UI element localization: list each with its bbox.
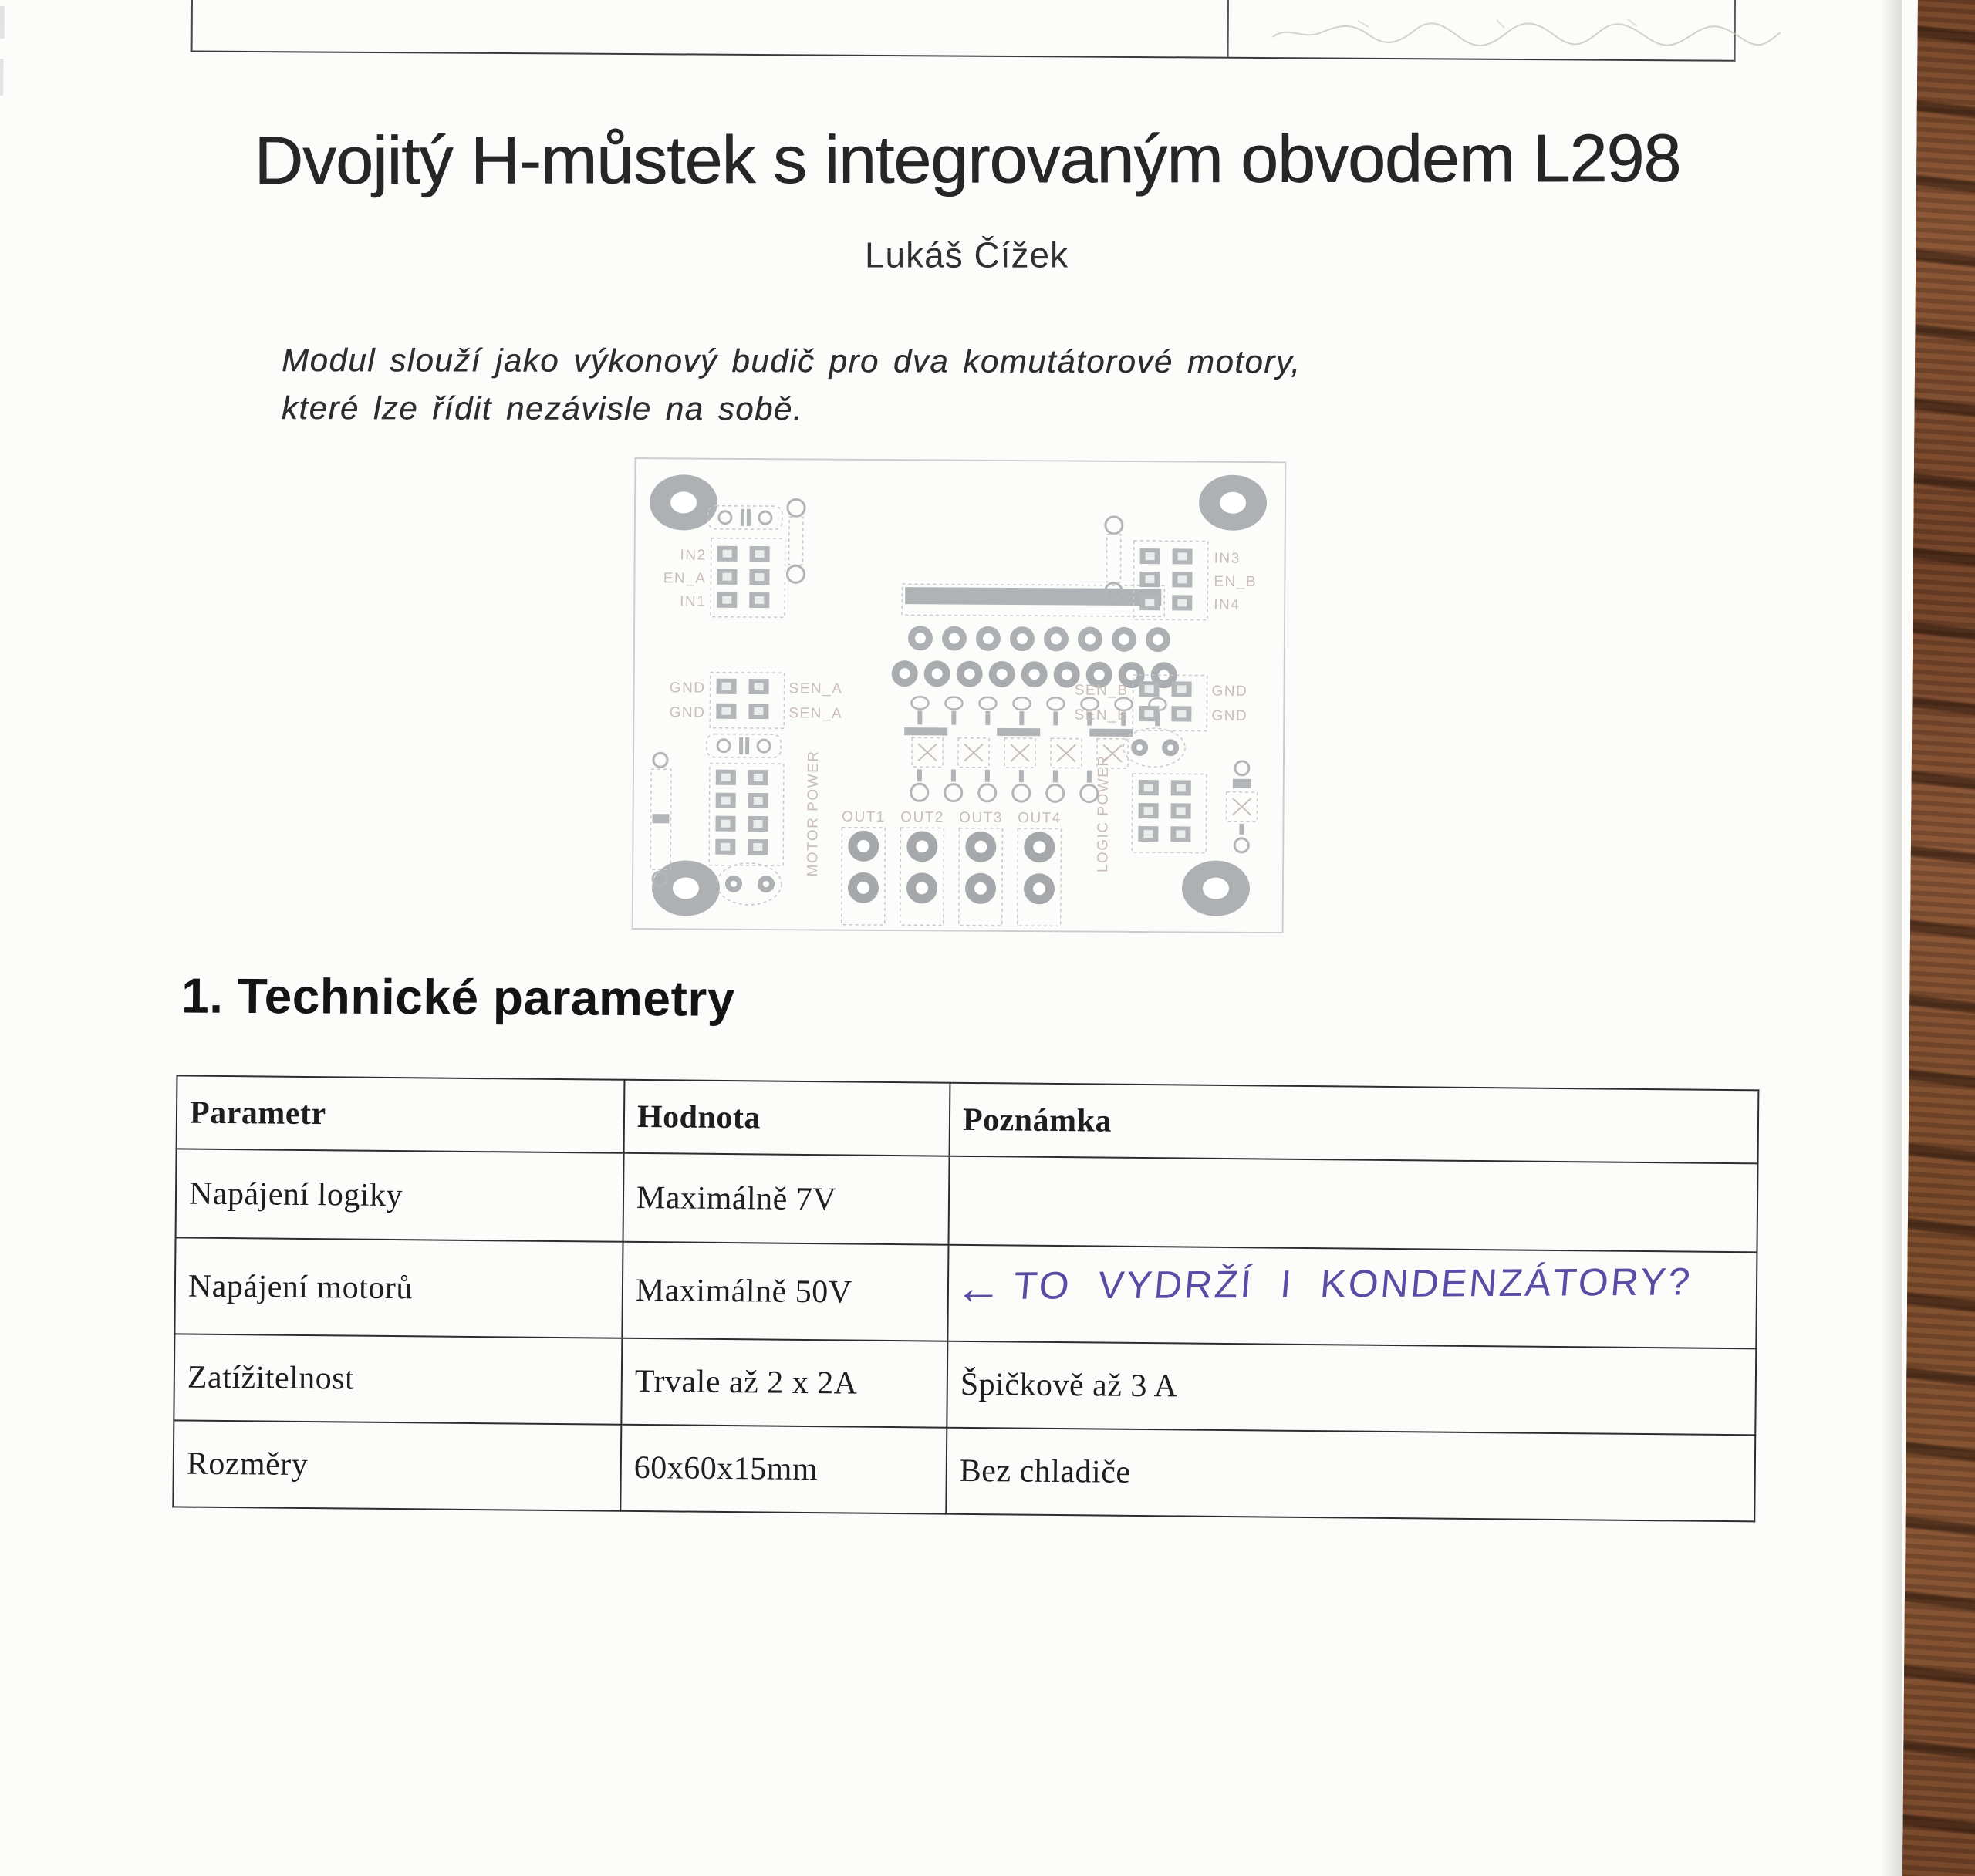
cell-hodnota: Maximálně 7V (623, 1153, 950, 1245)
cell-poznamka (948, 1156, 1757, 1253)
handwritten-text: TO VYDRŽÍ I KONDENZÁTORY? (1011, 1260, 1694, 1307)
cell-hodnota: Trvale až 2 x 2A (621, 1338, 947, 1428)
pcb-label-out3: OUT3 (959, 809, 1003, 826)
cell-parametr: Napájení motorů (174, 1237, 623, 1338)
col-header-poznamka: Poznámka (950, 1083, 1759, 1164)
cell-parametr: Rozměry (173, 1420, 621, 1510)
pcb-label-gnd: GND (669, 680, 706, 697)
table-row (174, 1334, 1756, 1435)
pencil-scribble (1265, 11, 1790, 57)
author-name: Lukáš Čížek (864, 235, 1069, 275)
handwritten-arrow-icon: ← (953, 1260, 1005, 1315)
page-title: Dvojitý H-můstek s integrovaným obvodem L298 (254, 120, 1681, 199)
cell-parametr: Napájení logiky (176, 1149, 624, 1241)
col-header-parametr: Parametr (177, 1075, 625, 1152)
cell-poznamka: Špičkově až 3 A (947, 1341, 1756, 1436)
pcb-image (632, 457, 1287, 933)
pcb-label-out4: OUT4 (1018, 810, 1062, 827)
pcb-label-gnd: GND (1211, 707, 1248, 724)
pcb-label-motor-power: MOTOR POWER (805, 750, 822, 877)
intro-paragraph (282, 336, 1639, 434)
col-header-hodnota: Hodnota (624, 1080, 950, 1156)
cell-hodnota: Maximálně 50V (622, 1242, 948, 1341)
pcb-label-out1: OUT1 (842, 808, 886, 826)
section-heading: 1. Technické parametry (181, 967, 736, 1027)
header-box-divider (1227, 0, 1230, 57)
pcb-label-gnd: GND (669, 704, 706, 721)
intro-line-2: které lze řídit nezávisle na sobě. (281, 390, 803, 427)
header-box-cutoff (191, 0, 1737, 62)
cell-poznamka: Bez chladiče (946, 1428, 1755, 1522)
pcb-label-in3: IN3 (1214, 550, 1241, 567)
wood-desk-background (1892, 0, 1975, 1876)
pcb-label-in1: IN1 (680, 593, 707, 610)
table-row (176, 1149, 1758, 1252)
handwritten-annotation (953, 1256, 1806, 1316)
pcb-label-en-b: EN_B (1214, 573, 1258, 590)
cell-parametr: Zatížitelnost (174, 1334, 622, 1424)
table-row (173, 1420, 1755, 1521)
cell-hodnota: 60x60x15mm (620, 1425, 947, 1514)
pcb-label-sen-a: SEN_A (788, 705, 843, 722)
pcb-label-out2: OUT2 (900, 809, 944, 826)
pcb-label-gnd: GND (1211, 683, 1248, 700)
pcb-label-in4: IN4 (1214, 596, 1241, 613)
scan-artifact (0, 59, 4, 96)
pcb-layout-figure (632, 457, 1287, 933)
pcb-label-in2: IN2 (680, 547, 707, 564)
pcb-label-sen-a: SEN_A (788, 680, 843, 697)
pcb-label-sen-b: SEN_B (1074, 707, 1129, 724)
paper-edge-shadow (1881, 0, 1902, 1876)
pcb-label-sen-b: SEN_B (1074, 682, 1129, 699)
intro-line-1: Modul slouží jako výkonový budič pro dva komutátorové motory, (281, 342, 1301, 380)
scan-artifact (0, 6, 5, 39)
pcb-label-en-a: EN_A (663, 570, 707, 587)
pcb-label-logic-power: LOGIC POWER (1095, 754, 1112, 873)
